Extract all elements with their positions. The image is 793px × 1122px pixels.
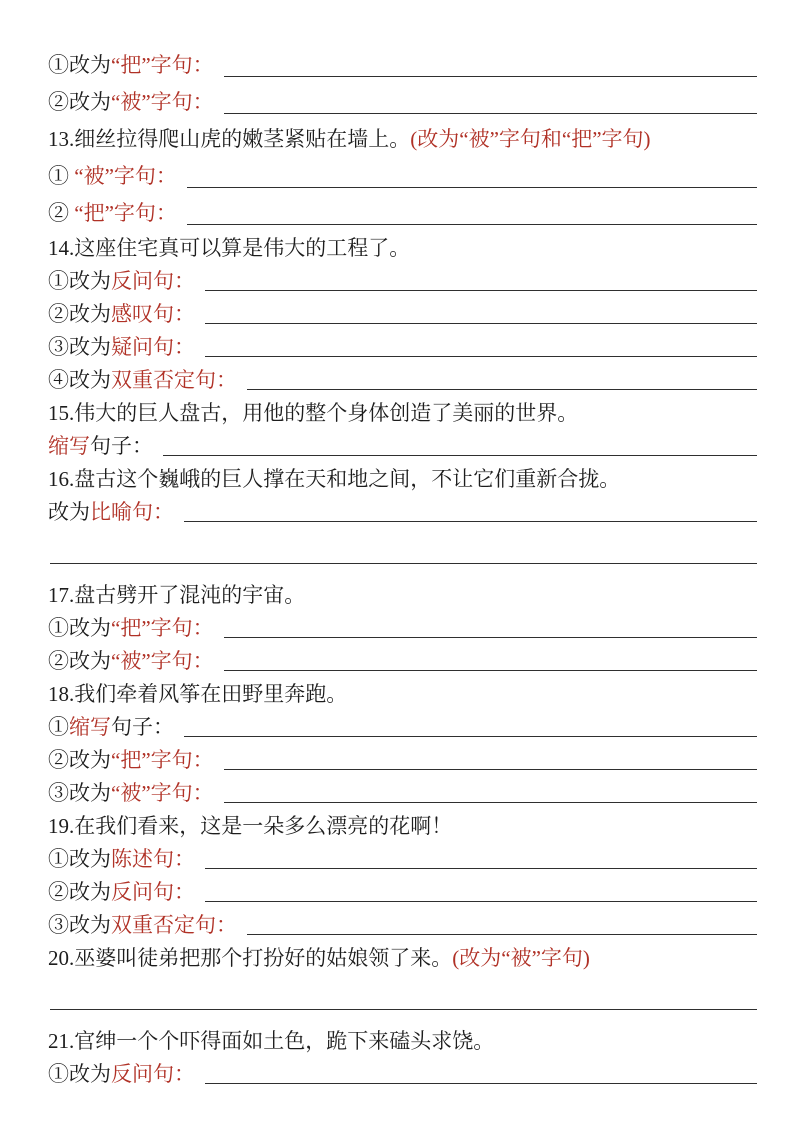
plain-text: ③改为 bbox=[48, 781, 111, 805]
question-item-row bbox=[48, 875, 757, 908]
answer-line[interactable] bbox=[205, 1083, 757, 1084]
plain-text: 19.在我们看来，这是一朵多么漂亮的花啊！ bbox=[48, 814, 453, 838]
plain-text: ②改为 bbox=[48, 748, 111, 772]
plain-text: 20.巫婆叫徒弟把那个打扮好的姑娘领了来。 bbox=[48, 946, 453, 970]
question-item-row bbox=[48, 908, 757, 941]
question-item-row bbox=[48, 776, 757, 809]
row-label bbox=[48, 497, 174, 528]
question-text-row bbox=[48, 396, 757, 429]
plain-text: ②改为 bbox=[48, 302, 111, 326]
row-label bbox=[48, 943, 590, 974]
plain-text: ①改为 bbox=[48, 269, 111, 293]
answer-line[interactable] bbox=[224, 76, 757, 77]
question-item-row bbox=[48, 495, 757, 528]
highlight-text: “被”字句： bbox=[111, 649, 214, 673]
row-label bbox=[48, 646, 214, 677]
question-item-row bbox=[48, 611, 757, 644]
highlight-text: “被”字句： bbox=[111, 90, 214, 114]
question-text-row bbox=[48, 120, 757, 157]
answer-rule-row bbox=[48, 546, 757, 570]
row-label bbox=[48, 877, 195, 908]
answer-line[interactable] bbox=[224, 113, 757, 114]
plain-text: 15.伟大的巨人盘古，用他的整个身体创造了美丽的世界。 bbox=[48, 401, 579, 425]
question-item-row bbox=[48, 710, 757, 743]
question-item-row bbox=[48, 743, 757, 776]
question-text-row bbox=[48, 677, 757, 710]
question-item-row bbox=[48, 363, 757, 396]
plain-text: ②改为 bbox=[48, 649, 111, 673]
highlight-text: “被”字句： bbox=[74, 164, 177, 188]
plain-text: ①改为 bbox=[48, 847, 111, 871]
plain-text: ①改为 bbox=[48, 53, 111, 77]
question-item-row bbox=[48, 842, 757, 875]
answer-line[interactable] bbox=[184, 736, 757, 737]
question-text-row bbox=[48, 231, 757, 264]
plain-text: ② bbox=[48, 201, 75, 225]
row-label bbox=[48, 778, 214, 809]
answer-line[interactable] bbox=[187, 187, 757, 188]
question-item-row bbox=[48, 46, 757, 83]
question-item-row bbox=[48, 644, 757, 677]
plain-text: 改为 bbox=[48, 500, 90, 524]
answer-line[interactable] bbox=[205, 356, 757, 357]
answer-line[interactable] bbox=[50, 563, 757, 564]
plain-text: ④改为 bbox=[48, 368, 111, 392]
highlight-text: “被”字句： bbox=[111, 781, 214, 805]
plain-text: 21.官绅一个个吓得面如土色，跪下来磕头求饶。 bbox=[48, 1029, 495, 1053]
answer-line[interactable] bbox=[205, 290, 757, 291]
answer-line[interactable] bbox=[50, 1009, 757, 1010]
answer-line[interactable] bbox=[205, 868, 757, 869]
row-label bbox=[48, 679, 347, 710]
plain-text: ②改为 bbox=[48, 90, 111, 114]
row-label bbox=[48, 464, 620, 495]
question-item-row bbox=[48, 297, 757, 330]
answer-rule-row bbox=[48, 992, 757, 1016]
question-text-row bbox=[48, 1024, 757, 1057]
plain-text: 17.盘古劈开了混沌的宇宙。 bbox=[48, 583, 306, 607]
row-label bbox=[48, 85, 214, 120]
row-label bbox=[48, 48, 214, 83]
row-label bbox=[48, 122, 651, 157]
row-label bbox=[48, 580, 305, 611]
answer-line[interactable] bbox=[224, 637, 757, 638]
plain-text: 18.我们牵着风筝在田野里奔跑。 bbox=[48, 682, 348, 706]
highlight-text: (改为“被”字句) bbox=[452, 946, 590, 970]
highlight-text: “把”字句： bbox=[111, 748, 214, 772]
highlight-text: 比喻句： bbox=[90, 500, 174, 524]
row-label bbox=[48, 1059, 195, 1090]
plain-text: 句子： bbox=[111, 715, 174, 739]
question-item-row bbox=[48, 264, 757, 297]
highlight-text: 疑问句： bbox=[111, 335, 195, 359]
highlight-text: 缩写 bbox=[69, 715, 111, 739]
plain-text: ③改为 bbox=[48, 335, 111, 359]
row-label bbox=[48, 398, 578, 429]
highlight-text: 感叹句： bbox=[111, 302, 195, 326]
plain-text: 句子： bbox=[90, 434, 153, 458]
highlight-text: 陈述句： bbox=[111, 847, 195, 871]
row-label bbox=[48, 910, 237, 941]
row-label bbox=[48, 196, 177, 231]
question-text-row bbox=[48, 941, 757, 974]
plain-text: ①改为 bbox=[48, 1062, 111, 1086]
question-text-row bbox=[48, 809, 757, 842]
row-label bbox=[48, 365, 237, 396]
highlight-text: 缩写 bbox=[48, 434, 90, 458]
plain-text: ①改为 bbox=[48, 616, 111, 640]
question-item-row bbox=[48, 83, 757, 120]
row-label bbox=[48, 266, 195, 297]
plain-text: ③改为 bbox=[48, 913, 111, 937]
highlight-text: 反问句： bbox=[111, 1062, 195, 1086]
highlight-text: (改为“被”字句和“把”字句) bbox=[410, 127, 651, 151]
answer-line[interactable] bbox=[224, 670, 757, 671]
answer-line[interactable] bbox=[187, 224, 757, 225]
question-item-row bbox=[48, 429, 757, 462]
answer-line[interactable] bbox=[247, 389, 757, 390]
question-item-row bbox=[48, 1057, 757, 1090]
answer-line[interactable] bbox=[205, 323, 757, 324]
highlight-text: “把”字句： bbox=[111, 616, 214, 640]
question-item-row bbox=[48, 330, 757, 363]
question-item-row bbox=[48, 194, 757, 231]
row-label bbox=[48, 1026, 494, 1057]
plain-text: 14.这座住宅真可以算是伟大的工程了。 bbox=[48, 236, 411, 260]
plain-text: ① bbox=[48, 715, 69, 739]
row-label bbox=[48, 745, 214, 776]
answer-line[interactable] bbox=[163, 455, 757, 456]
plain-text: ① bbox=[48, 164, 75, 188]
question-text-row bbox=[48, 462, 757, 495]
worksheet bbox=[48, 46, 757, 1090]
row-label bbox=[48, 613, 214, 644]
answer-line[interactable] bbox=[224, 802, 757, 803]
row-label bbox=[48, 431, 153, 462]
answer-line[interactable] bbox=[205, 901, 757, 902]
plain-text: 13.细丝拉得爬山虎的嫩茎紧贴在墙上。 bbox=[48, 127, 411, 151]
highlight-text: “把”字句： bbox=[111, 53, 214, 77]
row-label bbox=[48, 299, 195, 330]
row-label bbox=[48, 233, 410, 264]
question-text-row bbox=[48, 578, 757, 611]
highlight-text: 双重否定句： bbox=[111, 913, 237, 937]
plain-text: ②改为 bbox=[48, 880, 111, 904]
row-label bbox=[48, 159, 177, 194]
answer-line[interactable] bbox=[224, 769, 757, 770]
row-label bbox=[48, 712, 174, 743]
row-label bbox=[48, 332, 195, 363]
answer-line[interactable] bbox=[247, 934, 757, 935]
row-label bbox=[48, 811, 452, 842]
question-item-row bbox=[48, 157, 757, 194]
highlight-text: “把”字句： bbox=[74, 201, 177, 225]
highlight-text: 双重否定句： bbox=[111, 368, 237, 392]
highlight-text: 反问句： bbox=[111, 880, 195, 904]
highlight-text: 反问句： bbox=[111, 269, 195, 293]
answer-line[interactable] bbox=[184, 521, 757, 522]
plain-text: 16.盘古这个巍峨的巨人撑在天和地之间，不让它们重新合拢。 bbox=[48, 467, 621, 491]
row-label bbox=[48, 844, 195, 875]
